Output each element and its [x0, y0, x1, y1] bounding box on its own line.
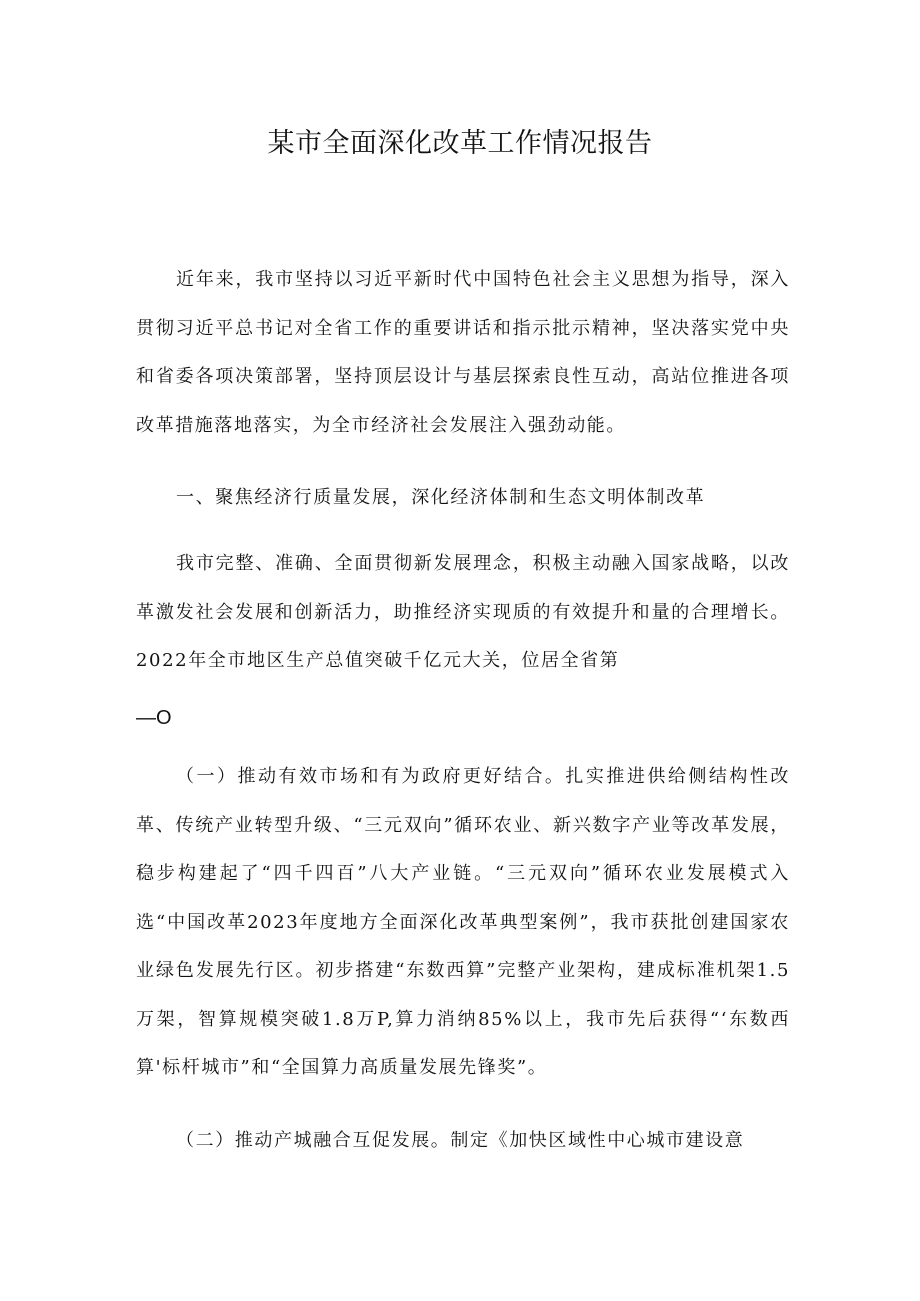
- section-1-paragraph-tail: —O: [136, 707, 172, 729]
- intro-paragraph: 近年来，我市坚持以习近平新时代中国特色社会主义思想为指导，深入贯彻习近平总书记对全省工作的重要讲话和指示批示精神，坚决落实党中央和省委各项决策部署，坚持顶层设计与基层探索良性互动，高站位推进各项改革措施落地落实，为全市经济社会发展注入强劲动能。: [136, 269, 790, 436]
- document-title: 某市全面深化改革工作情况报告: [267, 128, 653, 159]
- subsection-2-paragraph: （二）推动产城融合互促发展。制定《加快区域性中心城市建设意: [176, 1130, 745, 1151]
- section-1-paragraph: 我市完整、准确、全面贯彻新发展理念，积极主动融入国家战略，以改革激发社会发展和创新活力，助推经济实现质的有效提升和量的合理增长。2022年全市地区生产总值突破千亿元大关，位居全省第: [136, 553, 790, 671]
- subsection-1-paragraph: （一）推动有效市场和有为政府更好结合。扎实推进供给侧结构性改革、传统产业转型升级、“三元双向”循环农业、新兴数字产业等改革发展，稳步构建起了“四千四百”八大产业链。“三元双向”循环农业发展模式入选“中国改革2023年度地方全面深化改革典型案例”，我市获批创建国家农业绿色发展先行区。初步搭建“东数西算”完整产业架构，建成标准机架1.5万架，智算规模突破1.8万P,算力消纳85%以上，我市先后获得“‘东数西算'标杆城市”和“全国算力高质量发展先锋奖”。: [136, 766, 790, 1078]
- section-1-heading: 一、聚焦经济行质量发展，深化经济体制和生态文明体制改革: [176, 487, 706, 508]
